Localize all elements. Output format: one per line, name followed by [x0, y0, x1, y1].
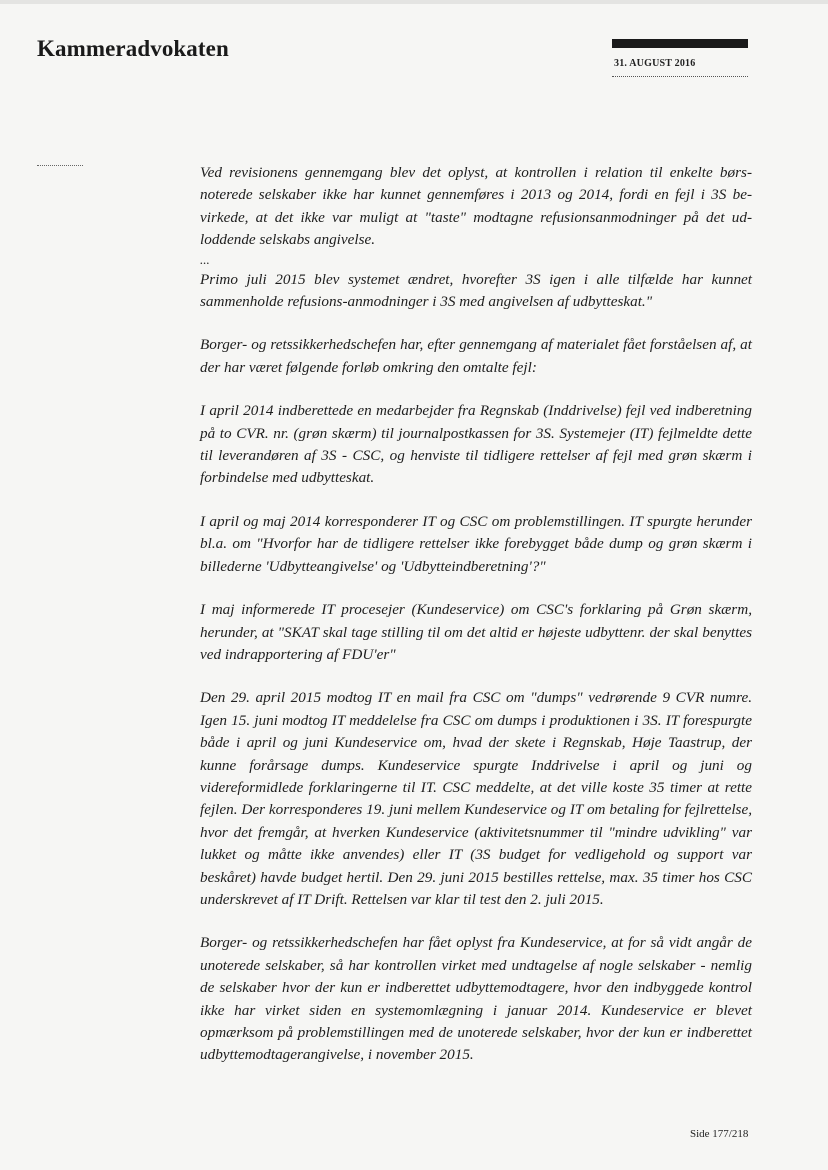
header-divider — [612, 76, 748, 77]
paragraph-4: I april 2014 indberettede en medarbejder fra Regnskab (Inddrivelse) fejl ved indberetning på to CVR. nr. (grøn skærm) til journalpostkassen for 3S. Systemejer (IT) fejlmeldte dette til leverandøren af 3S - CSC, og henviste til tidligere rettelser af fejl med grøn skærm i forbindelse med udbytteskat. — [200, 402, 752, 487]
paragraph-7: Den 29. april 2015 modtog IT en mail fra CSC om "dumps" vedrørende 9 CVR numre. Igen 15. juni modtog IT meddelelse fra CSC om dumps i produktionen i 3S. IT forespurgte både i april og juni Kundeservice om, hvad der skete i Regnskab, Høje Taastrup, der kunne forårsage dumps. Kundeservice spurgte Inddrivelse i april og juni og videreformidlede forklaringerne til IT. CSC meddelte, at det ville koste 35 timer at rette fejlen. Der korresponderes 19. juni mellem Kundeservice og IT om betaling for fejlrettelse, hvor det fremgår, at hverken Kundeservice (aktivitetsnummer til "mindre udvikling" var lukket og måtte ikke anvendes) eller IT (3S budget for vedligehold og support var beskåret) havde budget hertil. Den 29. juni 2015 bestilles rettelse, max. 35 timer hos CSC underskrevet af IT Drift. Rettelsen var klar til test den 2. juli 2015. — [200, 689, 752, 908]
ellipsis: ... — [200, 251, 210, 267]
page-number: Side 177/218 — [690, 1128, 749, 1140]
paragraph-2: Primo juli 2015 blev systemet ændret, hvorefter 3S igen i alle tilfælde har kunnet sammenholde refusions-anmodninger i 3S med angivelsen af udbytteskat." — [200, 270, 752, 311]
paragraph-6: I maj informerede IT procesejer (Kundeservice) om CSC's forklaring på Grøn skærm, herunder, at "SKAT skal tage stilling til om det altid er højeste udbyttenr. der skal benyttes ved indrapportering af FDU'er" — [200, 601, 752, 663]
header-bar — [612, 39, 748, 48]
paragraph-8: Borger- og retssikkerhedschefen har fået oplyst fra Kundeservice, at for så vidt angår de unoterede selskaber, så har kontrollen virket med undtagelse af nogle selskaber - nemlig de selskaber hvor der kun er indberettet udbyttemodtagere, hvor den indbyggede kontrol ikke har virket siden en systemomlægning i januar 2014. Kundeservice er blevet opmærksom på problemstillingen med de unoterede selskaber, hvor der kun er indberettet udbyttemodtagerangivelse, i november 2015. — [200, 934, 752, 1064]
header-date: 31. AUGUST 2016 — [614, 58, 696, 69]
paragraph-1: Ved revisionens gennemgang blev det oplyst, at kontrollen i relation til enkelte børsnoterede selskaber ikke har kunnet gennemføres i 2013 og 2014, fordi en fejl i 3S bevirkede, at det ikke var muligt at "taste" modtagne refusionsanmodninger på det udloddende selskabs angivelse. — [200, 164, 752, 249]
header-title: Kammeradvokaten — [37, 36, 229, 61]
document-body — [200, 162, 752, 1088]
paragraph-5: I april og maj 2014 korresponderer IT og CSC om problemstillingen. IT spurgte herunder bl.a. om "Hvorfor har de tidligere rettelser ikke forebygget både dump og grøn skærm i billederne 'Udbytteangivelse' og 'Udbytteindberetning'?" — [200, 512, 752, 575]
margin-marker — [37, 165, 83, 166]
paragraph-3: Borger- og retssikkerhedschefen har, efter gennemgang af materialet fået forståelsen af, at der har været følgende forløb omkring den omtalte fejl: — [200, 336, 752, 376]
page-top-edge — [0, 0, 828, 4]
